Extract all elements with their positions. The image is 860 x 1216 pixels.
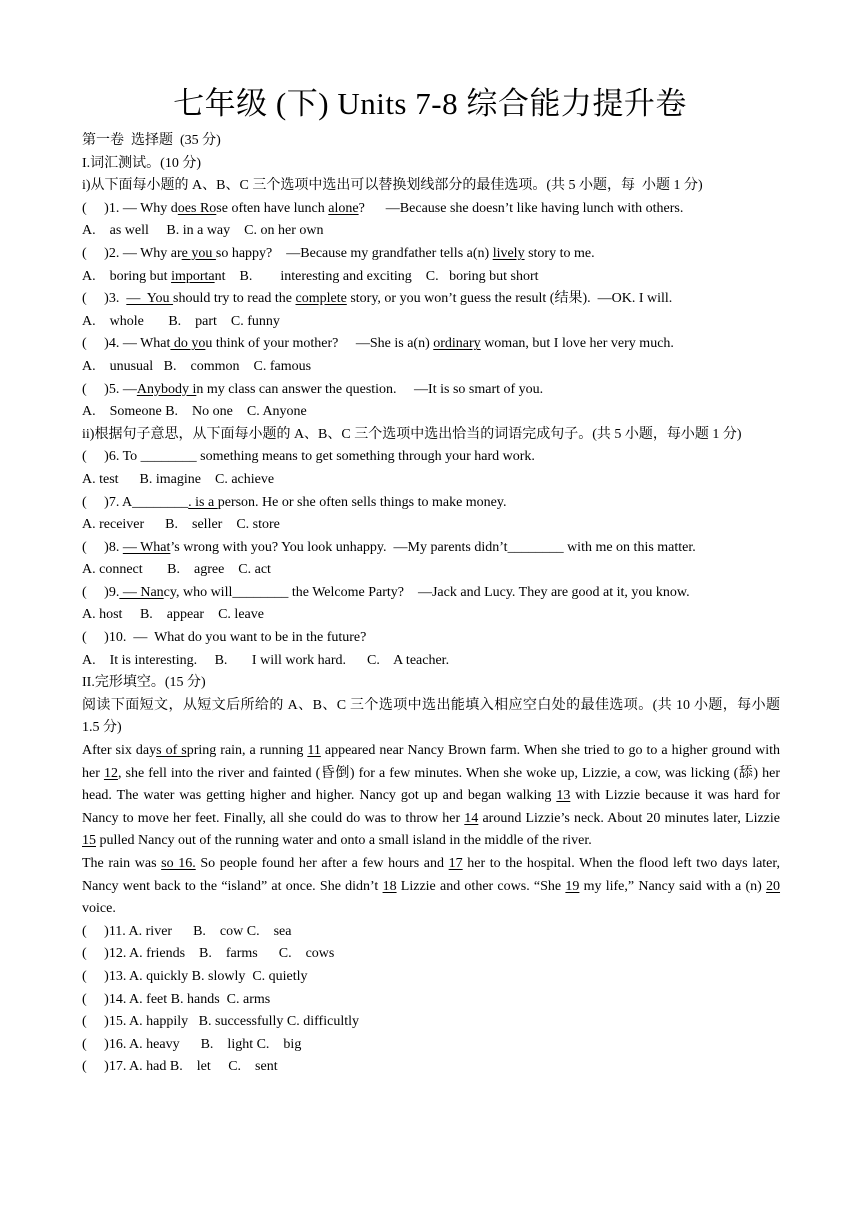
page-title: 七年级 (下) Units 7-8 综合能力提升卷	[173, 86, 687, 121]
cloze-paragraph-2: The rain was so 16. So people found her after a few hours and 17 her to the hospital. When the flood left two days later, Nancy went back to the “island” at once. She didn’t 18 Lizzie and other cows. “She 19 my life,” Nancy said with a (n) 20 voice.	[82, 856, 781, 917]
options-3: A. whole B. part C. funny	[82, 313, 280, 329]
question-3: ( )3. — You should try to read the complete story, or you won’t guess the result (结果). —OK. I will.	[82, 291, 673, 307]
cloze-question-12: ( )12. A. friends B. farms C. cows	[82, 946, 335, 962]
exam-content	[82, 130, 780, 1079]
question-6: ( )6. To ________ something means to get something through your hard work.	[82, 449, 535, 465]
cloze-question-13: ( )13. A. quickly B. slowly C. quietly	[82, 968, 308, 984]
question-4: ( )4. — What do you think of your mother? —She is a(n) ordinary woman, but I love her very much.	[82, 336, 674, 352]
part-heading: I.词汇测试。(10 分)	[82, 155, 201, 171]
question-8: ( )8. — What’s wrong with you? You look unhappy. —My parents didn’t________ with me on this matter.	[82, 539, 696, 555]
options-7: A. receiver B. seller C. store	[82, 517, 280, 533]
question-10: ( )10. — What do you want to be in the future?	[82, 630, 367, 646]
question-1: ( )1. — Why does Rose often have lunch alone? —Because she doesn’t like having lunch with others.	[82, 200, 684, 216]
options-4: A. unusual B. common C. famous	[82, 358, 312, 374]
blank-20: 20	[766, 878, 781, 894]
blank-14: 14	[464, 810, 479, 826]
question-9: ( )9. — Nancy, who will________ the Welcome Party? —Jack and Lucy. They are good at it, you know.	[82, 584, 690, 600]
question-2: ( )2. — Why are you so happy? —Because my grandfather tells a(n) lively story to me.	[82, 245, 595, 261]
options-6: A. test B. imagine C. achieve	[82, 471, 275, 487]
blank-19: 19	[565, 878, 580, 894]
part-instruction: i)从下面每小题的 A、B、C 三个选项中选出可以替换划线部分的最佳选项。(共 5 小题，每 小题 1 分)	[82, 178, 703, 194]
blank-17: 17	[448, 856, 463, 871]
blank-11: 11	[307, 743, 321, 759]
blank-18: 18	[382, 878, 397, 894]
options-10: A. It is interesting. B. I will work hard. C. A teacher.	[82, 652, 450, 668]
blank-16: so 16.	[161, 856, 196, 871]
blank-15: 15	[82, 833, 96, 849]
cloze-question-11: ( )11. A. river B. cow C. sea	[82, 923, 292, 939]
cloze-question-14: ( )14. A. feet B. hands C. arms	[82, 991, 271, 1007]
part-heading: II.完形填空。(15 分)	[82, 675, 206, 691]
options-8: A. connect B. agree C. act	[82, 562, 271, 578]
blank-12: 12	[103, 765, 118, 781]
cloze-question-16: ( )16. A. heavy B. light C. big	[82, 1036, 302, 1052]
question-5: ( )5. —Anybody in my class can answer the question. —It is so smart of you.	[82, 381, 544, 397]
options-5: A. Someone B. No one C. Anyone	[82, 404, 307, 420]
options-2: A. boring but important B. interesting and exciting C. boring but short	[82, 268, 539, 284]
question-7: ( )7. A________. is a person. He or she often sells things to make money.	[82, 494, 507, 510]
section-heading: 第一卷 选择题 (35 分)	[82, 133, 221, 148]
blank-13: 13	[556, 788, 571, 804]
cloze-question-17: ( )17. A. had B. let C. sent	[82, 1059, 278, 1075]
cloze-paragraph-1: After six days of spring rain, a running 11 appeared near Nancy Brown farm. When she tried to go to a higher ground with her 12, she fell into the river and fainted (昏倒) for a few minutes. When she woke up, Lizzie, a cow, was licking (舔) her head. The water was getting higher and higher. Nancy got up and began walking 13 with Lizzie because it was hard for Nancy to move her feet. Finally, all she could do was to throw her 14 around Lizzie’s neck. About 20 minutes later, Lizzie 15 pulled Nancy out of the running water and onto a small island in the middle of the river.	[82, 743, 781, 849]
options-1: A. as well B. in a way C. on her own	[82, 223, 324, 239]
cloze-question-15: ( )15. A. happily B. successfully C. difficultly	[82, 1014, 359, 1030]
options-9: A. host B. appear C. leave	[82, 607, 264, 623]
part-instruction: 阅读下面短文，从短文后所给的 A、B、C 三个选项中选出能填入相应空白处的最佳选项。(共 10 小题，每小题 1.5 分)	[82, 697, 780, 736]
part-instruction: ii)根据句子意思，从下面每小题的 A、B、C 三个选项中选出恰当的词语完成句子。(共 5 小题，每小题 1 分)	[82, 426, 742, 442]
